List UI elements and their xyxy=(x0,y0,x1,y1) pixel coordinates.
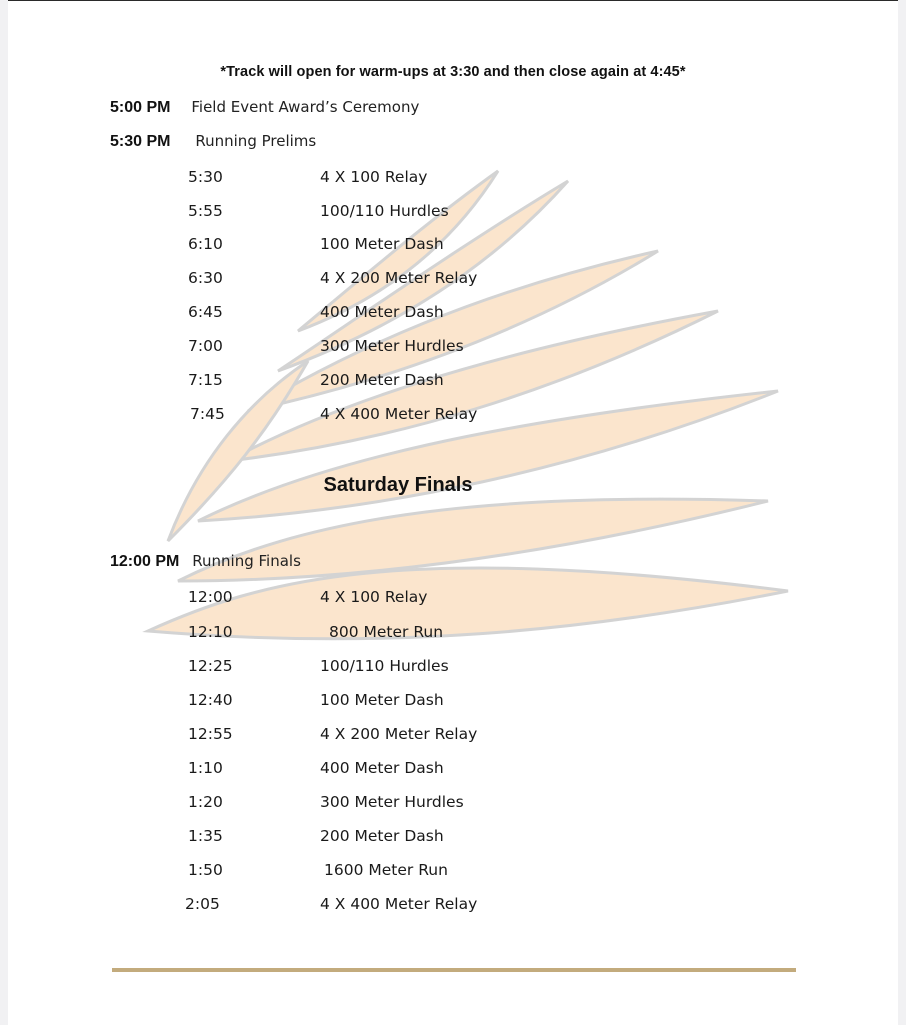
event-time: 1:35 xyxy=(188,827,223,845)
award-ceremony-header xyxy=(110,98,419,117)
event-name: 100 Meter Dash xyxy=(320,691,444,709)
running-finals-label: Running Finals xyxy=(192,552,301,570)
saturday-finals-title: Saturday Finals xyxy=(323,474,473,496)
event-time: 7:15 xyxy=(188,371,223,389)
award-ceremony-label: Field Event Award’s Ceremony xyxy=(191,98,420,116)
running-prelims-header xyxy=(110,132,316,151)
event-time: 12:10 xyxy=(188,623,233,641)
event-time: 12:00 xyxy=(188,588,233,606)
event-time: 7:45 xyxy=(190,405,225,423)
event-name: 1600 Meter Run xyxy=(324,861,448,879)
event-name: 4 X 100 Relay xyxy=(320,588,428,606)
warmup-notice: *Track will open for warm-ups at 3:30 and then close again at 4:45* xyxy=(220,64,686,80)
footer-divider xyxy=(112,968,796,972)
running-finals-header xyxy=(110,552,301,571)
award-ceremony-time: 5:00 PM xyxy=(110,99,171,116)
event-time: 6:45 xyxy=(188,303,223,321)
event-time: 2:05 xyxy=(185,895,220,913)
event-name: 800 Meter Run xyxy=(329,623,444,641)
event-time: 5:55 xyxy=(188,202,223,220)
event-name: 4 X 100 Relay xyxy=(320,168,428,186)
event-name: 300 Meter Hurdles xyxy=(320,793,464,811)
event-time: 6:30 xyxy=(188,269,223,287)
event-time: 6:10 xyxy=(188,235,223,253)
event-name: 400 Meter Dash xyxy=(320,759,444,777)
running-prelims-label: Running Prelims xyxy=(195,132,317,150)
event-name: 4 X 200 Meter Relay xyxy=(320,269,478,287)
event-time: 12:25 xyxy=(188,657,233,675)
event-name: 4 X 400 Meter Relay xyxy=(320,895,478,913)
event-name: 100/110 Hurdles xyxy=(320,202,449,220)
document-page xyxy=(8,0,898,1025)
event-name: 200 Meter Dash xyxy=(320,827,444,845)
event-name: 300 Meter Hurdles xyxy=(320,337,464,355)
event-name: 4 X 400 Meter Relay xyxy=(320,405,478,423)
event-time: 5:30 xyxy=(188,168,223,186)
event-name: 400 Meter Dash xyxy=(320,303,444,321)
event-name: 100 Meter Dash xyxy=(320,235,444,253)
running-prelims-time: 5:30 PM xyxy=(110,133,171,150)
event-name: 4 X 200 Meter Relay xyxy=(320,725,478,743)
event-time: 1:20 xyxy=(188,793,223,811)
event-time: 1:10 xyxy=(188,759,223,777)
event-time: 7:00 xyxy=(188,337,223,355)
event-name: 200 Meter Dash xyxy=(320,371,444,389)
event-name: 100/110 Hurdles xyxy=(320,657,449,675)
wing-icon xyxy=(138,161,818,681)
running-finals-time: 12:00 PM xyxy=(110,553,180,570)
event-time: 12:40 xyxy=(188,691,233,709)
event-time: 12:55 xyxy=(188,725,233,743)
event-time: 1:50 xyxy=(188,861,223,879)
